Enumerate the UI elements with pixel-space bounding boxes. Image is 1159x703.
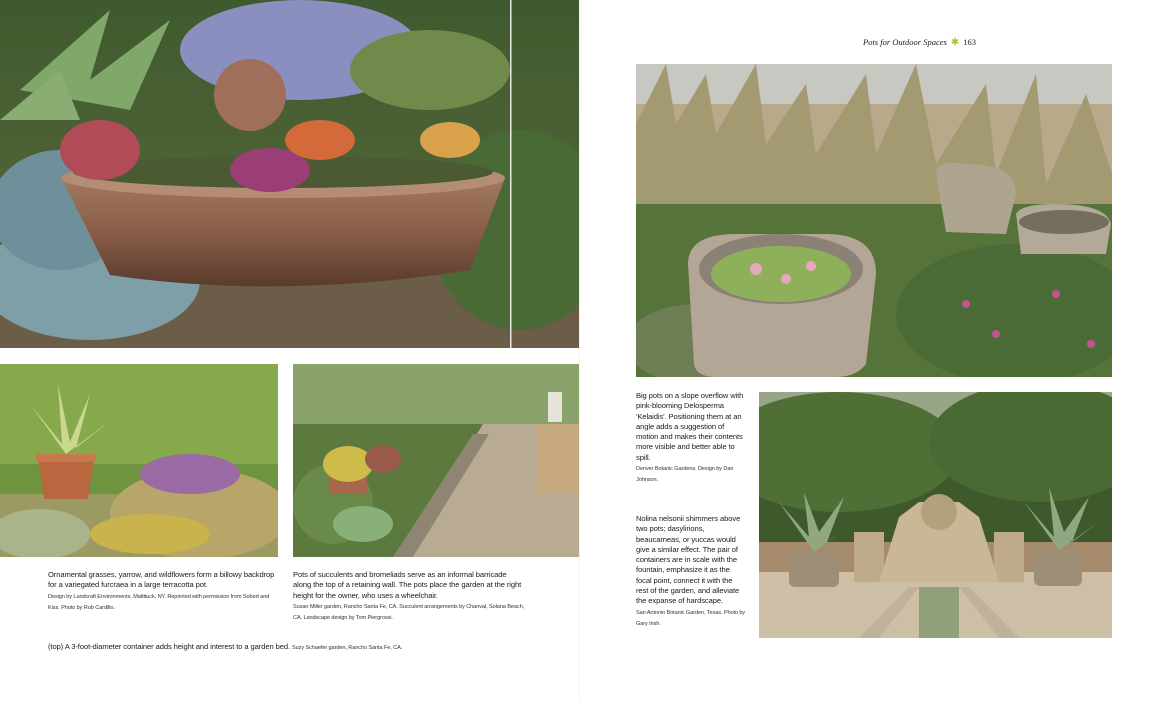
caption-credit: Design by Landcraft Environments, Mattituck, NY. Reprinted with permission from Sobert and Kiss. Photo by Rob Cardillo. bbox=[48, 593, 270, 611]
photo-grasses-pot bbox=[0, 364, 278, 557]
caption-body: Nolina nelsonii shimmers above two pots; dasylirions, beaucarneas, or yuccas would give a similar effect. The pair of containers are in scale with the fountain, emphasize it as the focal point, connect it with the rest of the garden, and alleviate the expanse of hardscape. bbox=[636, 514, 741, 606]
caption-body: Pots of succulents and bromeliads serve as an informal barricade along the top of a retaining wall. The pots place the garden at the right height for the owner, who uses a wheelchair. bbox=[293, 570, 522, 600]
photo-slope-pots bbox=[636, 64, 1112, 377]
caption-body: Ornamental grasses, yarrow, and wildflowers form a billowy backdrop for a variegated furcraea in a large terracotta pot. bbox=[48, 570, 275, 590]
star-icon: ✱ bbox=[950, 37, 960, 48]
photo-retaining-wall bbox=[293, 364, 580, 557]
caption-credit: Denver Botanic Gardens. Design by Dan Johnson. bbox=[636, 466, 734, 484]
caption-top-bowl bbox=[48, 642, 548, 653]
caption-credit: Suzy Schaefer garden, Rancho Santa Fe, CA. bbox=[292, 645, 403, 651]
caption-credit: Susan Miller garden, Rancho Santa Fe, CA. Succulent arrangements by Chanval, Solana Beach, CA. Landscape design by Tom Piergrossi. bbox=[293, 603, 525, 621]
caption-fountain bbox=[636, 514, 746, 629]
caption-body: Big pots on a slope overflow with pink-blooming Delosperma 'Kelaidis'. Positioning them at an angle adds a suggestion of motion and makes their contents more visible and better able to spill. bbox=[636, 391, 744, 462]
caption-grasses-pot bbox=[48, 570, 278, 613]
photo-succulent-bowl bbox=[0, 0, 580, 348]
caption-credit: San Antonio Botanic Garden, Texas. Photo by Gary Irish. bbox=[636, 609, 746, 627]
running-title: Pots for Outdoor Spaces bbox=[863, 37, 947, 47]
caption-body: (top) A 3-foot-diameter container adds height and interest to a garden bed. bbox=[48, 642, 290, 651]
caption-retaining-wall bbox=[293, 570, 525, 623]
caption-slope-pots bbox=[636, 391, 746, 485]
page-number: 163 bbox=[963, 37, 976, 47]
photo-fountain bbox=[759, 392, 1112, 638]
running-head bbox=[863, 37, 976, 48]
